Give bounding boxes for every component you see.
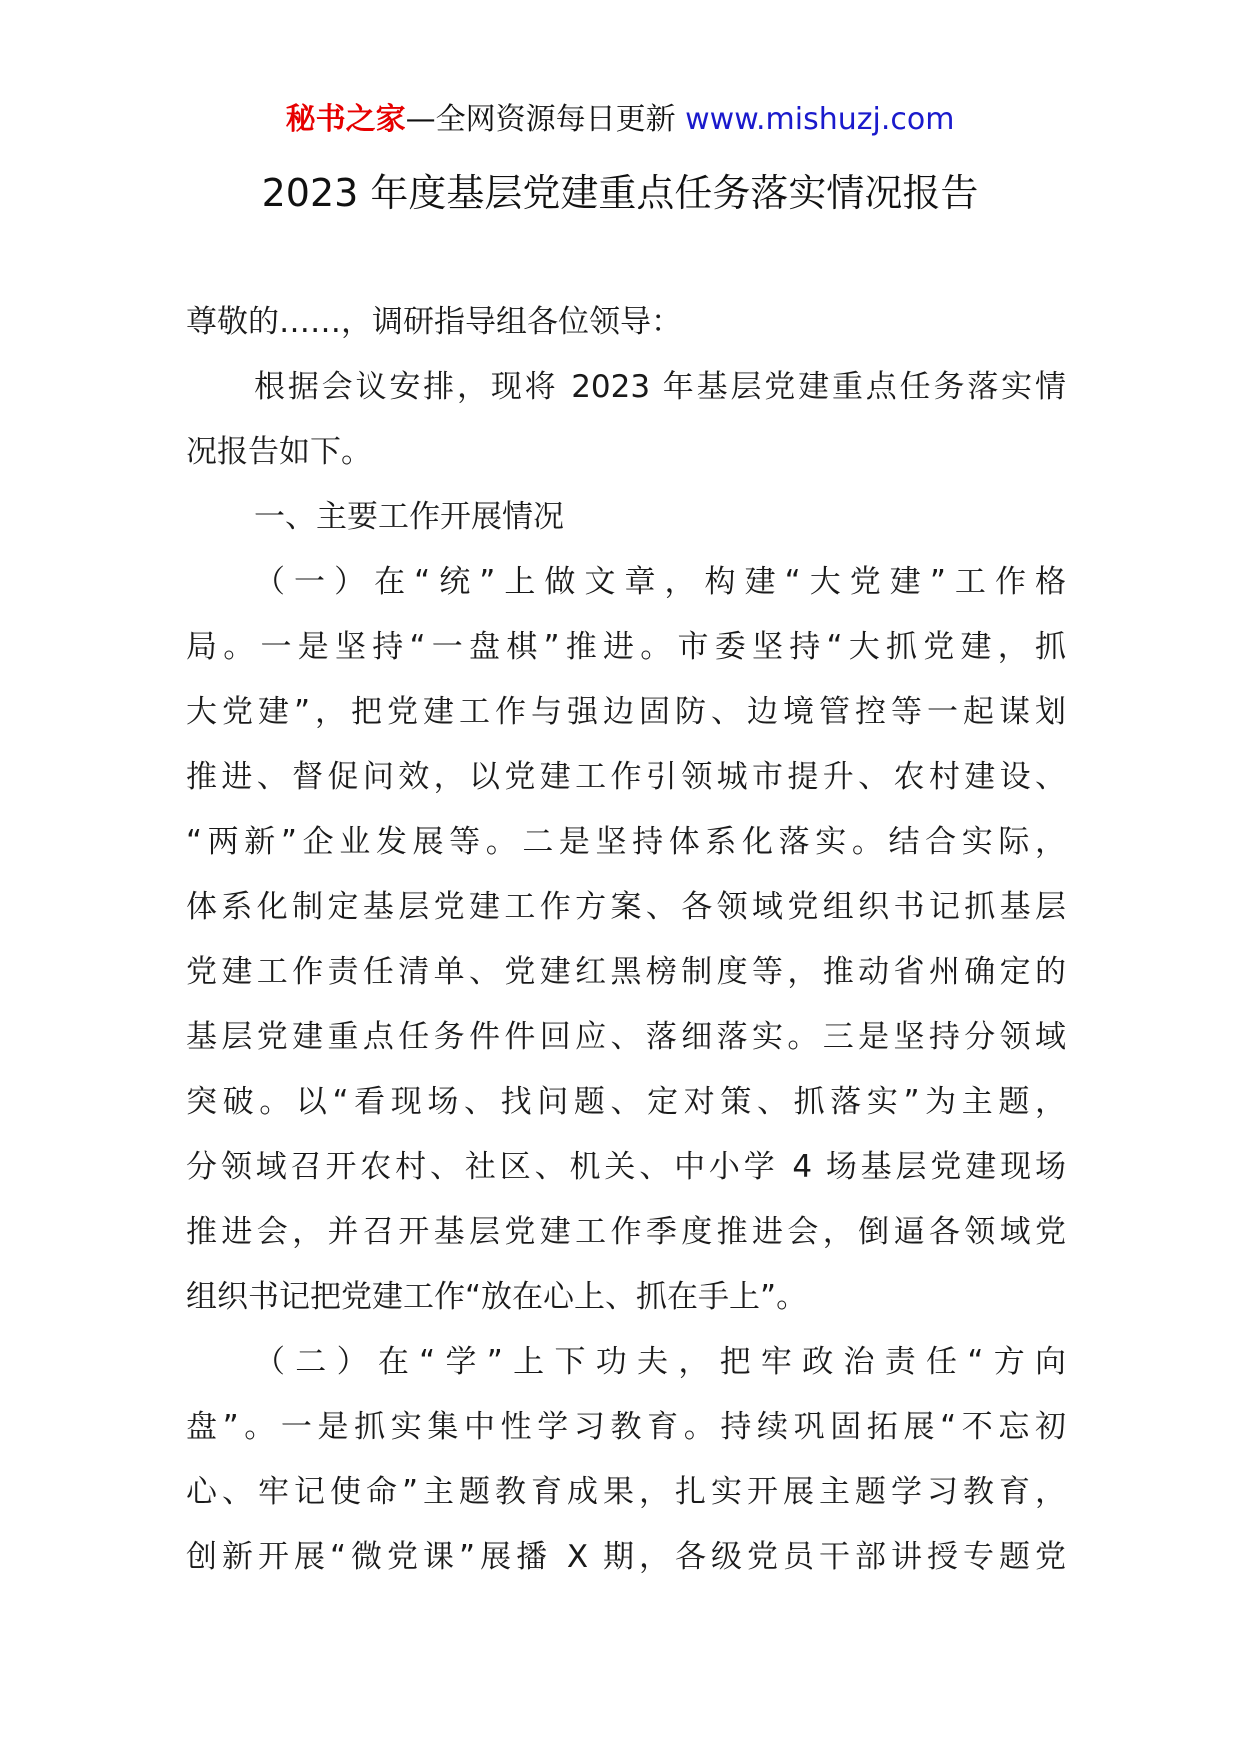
- salutation-line: 尊敬的……，调研指导组各位领导：: [186, 304, 682, 340]
- section-heading: 一、主要工作开展情况: [254, 499, 564, 535]
- subsection-heading-line: （二）在“学”上下功夫，把牢政治责任“方向: [254, 1344, 1066, 1380]
- paragraph-line: “两新”企业发展等。二是坚持体系化落实。结合实际，: [186, 824, 1066, 860]
- paragraph-line: 分领域召开农村、社区、机关、中小学 4 场基层党建现场: [186, 1149, 1066, 1185]
- paragraph-line: 况报告如下。: [186, 434, 372, 470]
- paragraph-line: 心、牢记使命”主题教育成果，扎实开展主题学习教育，: [186, 1474, 1066, 1510]
- paragraph-line: 基层党建重点任务件件回应、落细落实。三是坚持分领域: [186, 1019, 1066, 1055]
- paragraph-line: 推进会，并召开基层党建工作季度推进会，倒逼各领域党: [186, 1214, 1066, 1250]
- paragraph-line: 突破。以“看现场、找问题、定对策、抓落实”为主题，: [186, 1084, 1066, 1120]
- paragraph-line: 局。一是坚持“一盘棋”推进。市委坚持“大抓党建，抓: [186, 629, 1066, 665]
- paragraph-line: 创新开展“微党课”展播 X 期，各级党员干部讲授专题党: [186, 1539, 1066, 1575]
- document-title: 2023 年度基层党建重点任务落实情况报告: [261, 171, 979, 215]
- site-banner: [0, 100, 1240, 140]
- brand-name: 秘书之家: [285, 102, 406, 137]
- paragraph-line: 盘”。一是抓实集中性学习教育。持续巩固拓展“不忘初: [186, 1409, 1066, 1445]
- paragraph-line: 大党建”，把党建工作与强边固防、边境管控等一起谋划: [186, 694, 1066, 730]
- brand-tagline: —全网资源每日更新: [405, 102, 676, 137]
- site-url-link[interactable]: www.mishuzj.com: [685, 102, 955, 137]
- subsection-heading-line: （一）在“统”上做文章，构建“大党建”工作格: [254, 564, 1066, 600]
- paragraph-line: 组织书记把党建工作“放在心上、抓在手上”。: [186, 1279, 808, 1315]
- paragraph-line: 根据会议安排，现将 2023 年基层党建重点任务落实情: [254, 369, 1066, 405]
- paragraph-line: 党建工作责任清单、党建红黑榜制度等，推动省州确定的: [186, 954, 1066, 990]
- paragraph-line: 推进、督促问效，以党建工作引领城市提升、农村建设、: [186, 759, 1066, 795]
- paragraph-line: 体系化制定基层党建工作方案、各领域党组织书记抓基层: [186, 889, 1066, 925]
- document-body: [186, 290, 1066, 1590]
